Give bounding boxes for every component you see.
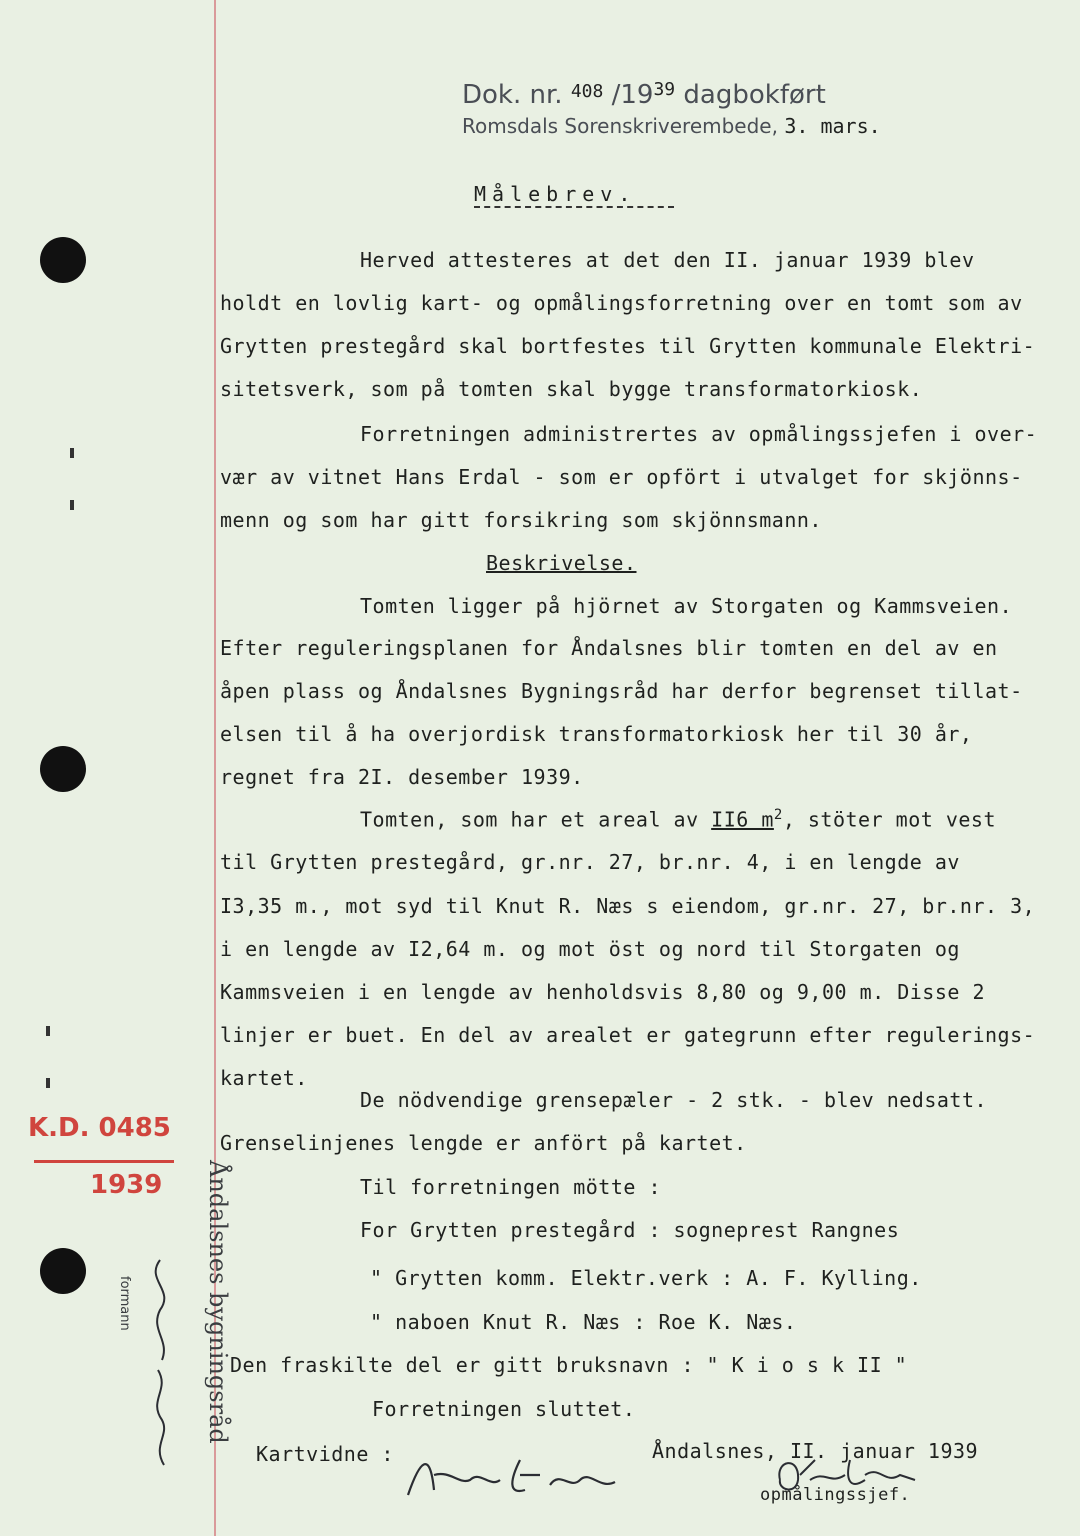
body-line: " naboen Knut R. Næs : Roe K. Næs. [370, 1310, 797, 1334]
signatory-role: opmålingssjef. [760, 1485, 911, 1505]
body-line: sitetsverk, som på tomten skal bygge transformatorkiosk. [220, 377, 923, 401]
body-line: i en lengde av I2,64 m. og mot öst og nord til Storgaten og [220, 937, 960, 961]
body-line: Herved attesteres at det den II. januar 1939 blev [360, 248, 975, 272]
margin-mark [46, 1078, 50, 1088]
dok-number: 408 [570, 81, 604, 102]
signature-surveyor [770, 1450, 930, 1500]
body-line: De nödvendige grensepæler - 2 stk. - blev nedsatt. [360, 1088, 988, 1112]
body-line: I3,35 m., mot syd til Knut R. Næs s eiendom, gr.nr. 27, br.nr. 3, [220, 894, 1036, 918]
place-date: Åndalsnes, II. januar 1939 [652, 1439, 979, 1463]
punch-hole [40, 237, 86, 283]
body-line: Kammsveien i en lengde av henholdsvis 8,80 og 9,00 m. Disse 2 [220, 980, 986, 1004]
area-value: II6 m [711, 807, 774, 832]
body-line: til Grytten prestegård, gr.nr. 27, br.nr. 4, i en lengde av [220, 850, 960, 874]
stamp-date: 3. mars. [784, 114, 881, 138]
office-name: Romsdals Sorenskriverembede, [462, 114, 778, 138]
dagbokfort: dagbokført [683, 80, 826, 110]
body-line: åpen plass og Åndalsnes Bygningsråd har derfor begrenset tillat- [220, 679, 1023, 703]
section-title: Beskrivelse. [486, 551, 637, 575]
body-line: regnet fra 2I. desember 1939. [220, 765, 584, 789]
office-stamp [462, 114, 881, 138]
body-line: For Grytten prestegård : sogneprest Rangnes [360, 1218, 900, 1242]
area-line [360, 807, 996, 832]
margin-kd-number: K.D. 0485 [28, 1113, 171, 1143]
kartvidne-label: Kartvidne : [256, 1442, 394, 1466]
body-line: linjer er buet. En del av arealet er gategrunn efter regulerings- [220, 1023, 1036, 1047]
body-line: Til forretningen mötte : [360, 1175, 661, 1199]
document-title: Målebrev. [474, 182, 637, 206]
body-line: Den fraskilte del er gitt bruksnavn : " K i o s k II " [230, 1353, 908, 1377]
body-line: holdt en lovlig kart- og opmålingsforretning over en tomt som av [220, 291, 1023, 315]
margin-mark [70, 500, 74, 510]
stamp-andalsnes-bygningsrad: Åndalsnes bygningsråd [204, 1160, 232, 1444]
margin-formann: formann [117, 1276, 132, 1331]
signature-witness [400, 1440, 640, 1510]
body-line: Grytten prestegård skal bortfestes til Grytten kommunale Elektri- [220, 334, 1036, 358]
area-pre: Tomten, som har et areal av [360, 807, 712, 832]
title-underline [474, 206, 674, 208]
body-line: menn og som har gitt forsikring som skjönnsmann. [220, 508, 822, 532]
area-post: , stöter mot vest [782, 807, 997, 832]
body-line: " Grytten komm. Elektr.verk : A. F. Kylling. [370, 1266, 922, 1290]
body-line: Efter reguleringsplanen for Åndalsnes blir tomten en del av en [220, 636, 998, 660]
body-line: Forretningen sluttet. [372, 1397, 636, 1421]
body-line: elsen til å ha overjordisk transformatorkiosk her til 30 år, [220, 722, 973, 746]
body-line: Forretningen administrertes av opmålingssjefen i over- [360, 422, 1038, 446]
dok-prefix: Dok. nr. [462, 80, 563, 110]
margin-mark [70, 448, 74, 458]
dok-slash-year: /19 [611, 80, 654, 110]
body-line: vær av vitnet Hans Erdal - som er opfört i utvalget for skjönns- [220, 465, 1023, 489]
margin-red-rule [34, 1160, 174, 1163]
body-line: Tomten ligger på hjörnet av Storgaten og Kammsveien. [360, 594, 1013, 618]
margin-mark [46, 1026, 50, 1036]
margin-year: 1939 [90, 1170, 163, 1200]
punch-hole [40, 746, 86, 792]
punch-hole [40, 1248, 86, 1294]
dok-year: 39 [653, 79, 676, 100]
body-line: Grenselinjenes lengde er anfört på kartet. [220, 1131, 747, 1155]
signature-formann [140, 1250, 180, 1480]
area-superscript: 2 [773, 807, 783, 823]
body-line: kartet. [220, 1066, 308, 1090]
header-stamp [462, 80, 826, 110]
